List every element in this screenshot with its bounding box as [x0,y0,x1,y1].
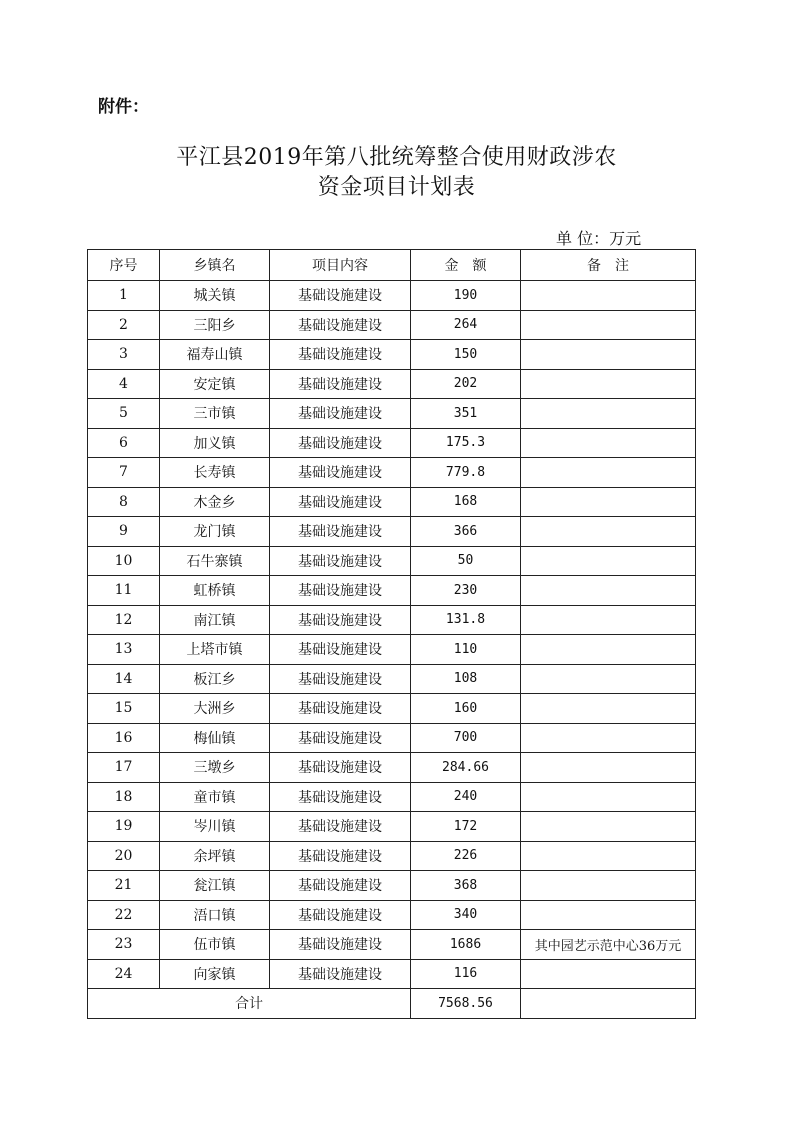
row-note [521,487,696,517]
row-serial: 9 [88,517,160,547]
table-row [88,605,696,635]
row-amount: 150 [411,340,521,370]
row-note [521,841,696,871]
row-amount: 50 [411,546,521,576]
row-amount: 160 [411,694,521,724]
attachment-label: 附件： [98,97,149,117]
header-serial: 序号 [88,250,160,281]
row-amount: 190 [411,281,521,311]
row-note [521,959,696,989]
row-note [521,635,696,665]
row-project: 基础设施建设 [270,399,411,429]
row-project: 基础设施建设 [270,900,411,930]
row-project: 基础设施建设 [270,959,411,989]
table-row [88,930,696,960]
row-note [521,782,696,812]
row-town: 木金乡 [160,487,270,517]
row-project: 基础设施建设 [270,576,411,606]
row-note [521,458,696,488]
table-row [88,517,696,547]
row-amount: 175.3 [411,428,521,458]
row-project: 基础设施建设 [270,310,411,340]
row-serial: 17 [88,753,160,783]
row-note [521,399,696,429]
row-project: 基础设施建设 [270,930,411,960]
row-note [521,517,696,547]
table-row [88,546,696,576]
row-note [521,546,696,576]
row-amount: 368 [411,871,521,901]
row-town: 板江乡 [160,664,270,694]
row-project: 基础设施建设 [270,369,411,399]
table-row [88,694,696,724]
table-row [88,723,696,753]
row-serial: 19 [88,812,160,842]
row-town: 向家镇 [160,959,270,989]
row-town: 长寿镇 [160,458,270,488]
row-amount: 284.66 [411,753,521,783]
row-project: 基础设施建设 [270,723,411,753]
table-row [88,871,696,901]
row-serial: 2 [88,310,160,340]
row-note [521,664,696,694]
header-amount: 金 额 [411,250,521,281]
row-amount: 116 [411,959,521,989]
table-header-row [88,250,696,281]
row-town: 浯口镇 [160,900,270,930]
row-town: 瓮江镇 [160,871,270,901]
row-town: 三墩乡 [160,753,270,783]
row-town: 安定镇 [160,369,270,399]
row-serial: 15 [88,694,160,724]
row-serial: 6 [88,428,160,458]
row-project: 基础设施建设 [270,428,411,458]
row-serial: 12 [88,605,160,635]
row-serial: 14 [88,664,160,694]
total-amount: 7568.56 [411,989,521,1019]
row-project: 基础设施建设 [270,546,411,576]
row-amount: 226 [411,841,521,871]
row-project: 基础设施建设 [270,458,411,488]
total-label: 合计 [88,989,411,1019]
row-note [521,576,696,606]
row-project: 基础设施建设 [270,871,411,901]
page-title-line2: 资金项目计划表 [317,175,476,200]
row-serial: 20 [88,841,160,871]
row-note [521,605,696,635]
table-row [88,428,696,458]
header-note: 备 注 [521,250,696,281]
row-town: 加义镇 [160,428,270,458]
table-row [88,369,696,399]
row-serial: 10 [88,546,160,576]
row-amount: 1686 [411,930,521,960]
unit-label: 单 位：万元 [556,229,642,248]
row-serial: 8 [88,487,160,517]
row-serial: 13 [88,635,160,665]
row-serial: 7 [88,458,160,488]
row-town: 三市镇 [160,399,270,429]
row-serial: 22 [88,900,160,930]
table-row [88,959,696,989]
row-town: 石牛寨镇 [160,546,270,576]
table-row [88,900,696,930]
table-row [88,458,696,488]
row-town: 城关镇 [160,281,270,311]
row-amount: 240 [411,782,521,812]
row-project: 基础设施建设 [270,812,411,842]
row-project: 基础设施建设 [270,517,411,547]
row-serial: 23 [88,930,160,960]
table-row [88,782,696,812]
row-note [521,428,696,458]
row-project: 基础设施建设 [270,487,411,517]
table-row [88,753,696,783]
total-row [88,989,696,1019]
funding-plan-table [87,249,696,1019]
row-project: 基础设施建设 [270,753,411,783]
table-row [88,487,696,517]
row-note [521,340,696,370]
row-note [521,369,696,399]
table-row [88,664,696,694]
row-amount: 264 [411,310,521,340]
row-town: 童市镇 [160,782,270,812]
row-town: 伍市镇 [160,930,270,960]
table-row [88,841,696,871]
row-project: 基础设施建设 [270,340,411,370]
row-note [521,871,696,901]
row-note [521,753,696,783]
row-amount: 108 [411,664,521,694]
row-amount: 366 [411,517,521,547]
row-town: 余坪镇 [160,841,270,871]
header-project: 项目内容 [270,250,411,281]
header-town: 乡镇名 [160,250,270,281]
row-town: 上塔市镇 [160,635,270,665]
row-project: 基础设施建设 [270,664,411,694]
table-row [88,340,696,370]
row-note [521,694,696,724]
row-town: 大洲乡 [160,694,270,724]
table-row [88,635,696,665]
row-project: 基础设施建设 [270,782,411,812]
row-project: 基础设施建设 [270,694,411,724]
row-project: 基础设施建设 [270,635,411,665]
table-body [88,281,696,989]
row-amount: 172 [411,812,521,842]
row-amount: 110 [411,635,521,665]
row-serial: 24 [88,959,160,989]
row-amount: 700 [411,723,521,753]
row-amount: 340 [411,900,521,930]
row-amount: 202 [411,369,521,399]
row-town: 梅仙镇 [160,723,270,753]
row-serial: 21 [88,871,160,901]
row-town: 岑川镇 [160,812,270,842]
row-note [521,723,696,753]
row-town: 虹桥镇 [160,576,270,606]
table-row [88,310,696,340]
row-note [521,281,696,311]
row-amount: 351 [411,399,521,429]
row-serial: 5 [88,399,160,429]
row-amount: 230 [411,576,521,606]
page-title-line1: 平江县2019年第八批统筹整合使用财政涉农 [176,145,617,170]
row-amount: 131.8 [411,605,521,635]
row-town: 龙门镇 [160,517,270,547]
row-note: 其中园艺示范中心36万元 [521,930,696,960]
table-row [88,576,696,606]
row-project: 基础设施建设 [270,281,411,311]
row-town: 三阳乡 [160,310,270,340]
row-project: 基础设施建设 [270,605,411,635]
row-serial: 3 [88,340,160,370]
table-row [88,399,696,429]
row-serial: 18 [88,782,160,812]
table-row [88,281,696,311]
row-project: 基础设施建设 [270,841,411,871]
row-town: 南江镇 [160,605,270,635]
row-amount: 779.8 [411,458,521,488]
row-note [521,900,696,930]
row-serial: 4 [88,369,160,399]
total-note [521,989,696,1019]
row-amount: 168 [411,487,521,517]
row-serial: 11 [88,576,160,606]
table-row [88,812,696,842]
row-town: 福寿山镇 [160,340,270,370]
row-note [521,812,696,842]
row-serial: 1 [88,281,160,311]
row-note [521,310,696,340]
row-serial: 16 [88,723,160,753]
